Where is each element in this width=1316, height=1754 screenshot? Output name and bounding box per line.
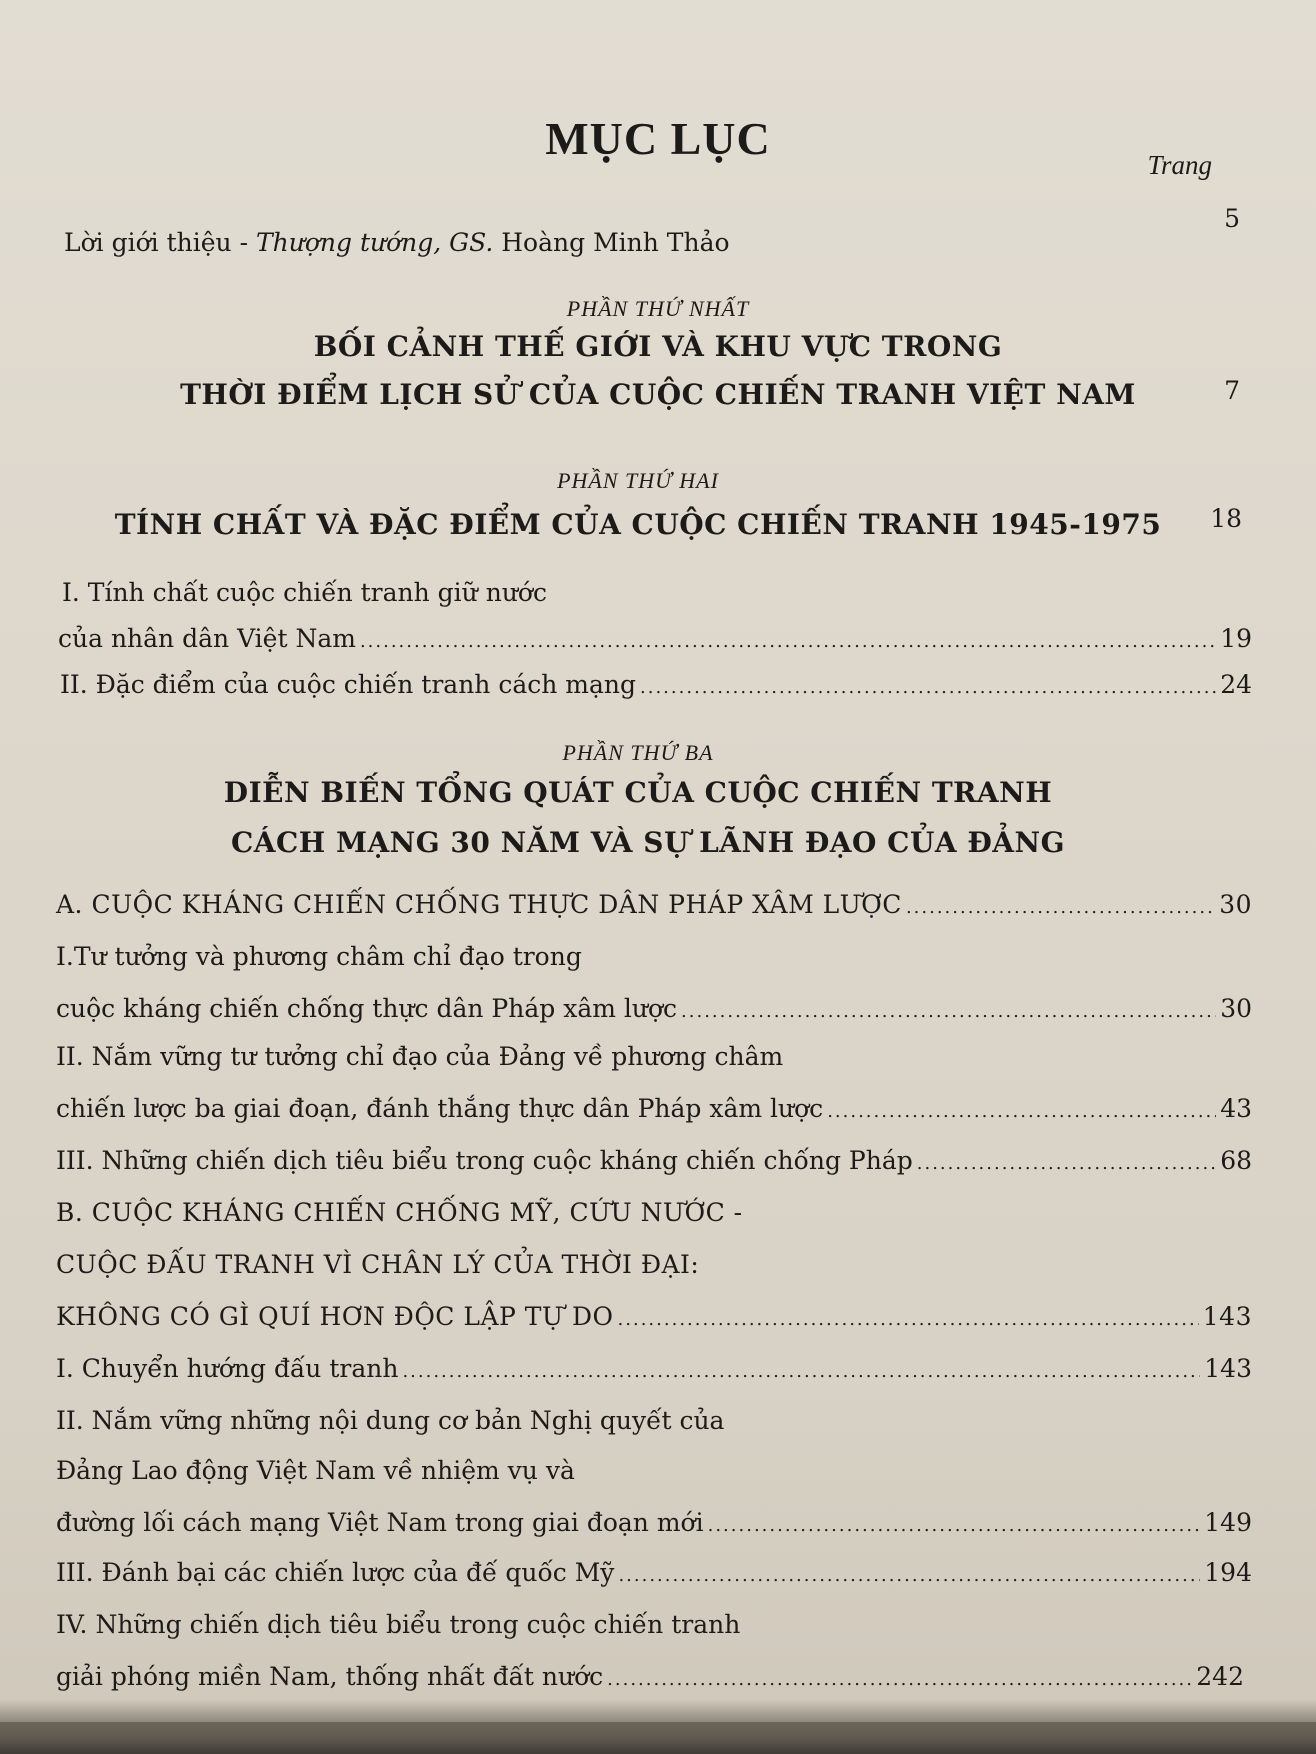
toc-entry <box>56 1662 1244 1691</box>
toc-entry-page: 68 <box>1220 1146 1252 1175</box>
part-1-page: 7 <box>1224 376 1240 405</box>
part-2-label: PHẦN THỨ HAI <box>557 468 719 493</box>
toc-entry <box>60 670 1252 699</box>
toc-entry-line: II. Nắm vững những nội dung cơ bản Nghị quyết của <box>56 1406 725 1435</box>
toc-entry-page: 43 <box>1220 1094 1252 1123</box>
toc-entry-line: Đảng Lao động Việt Nam về nhiệm vụ và <box>56 1456 575 1485</box>
toc-entry <box>56 1354 1252 1383</box>
leader-dots <box>827 1101 1216 1122</box>
leader-dots <box>640 677 1216 698</box>
toc-entry <box>56 1302 1252 1331</box>
part-1-label: PHẦN THỨ NHẤT <box>566 296 750 321</box>
toc-entry <box>56 994 1252 1023</box>
toc-entry-label: III. Những chiến dịch tiêu biểu trong cuộc kháng chiến chống Pháp <box>56 1146 913 1175</box>
toc-entry-line: I.Tư tưởng và phương châm chỉ đạo trong <box>56 942 582 971</box>
toc-entry <box>58 624 1252 653</box>
toc-entry-page: 149 <box>1204 1508 1252 1537</box>
toc-entry-page: 30 <box>1219 890 1252 919</box>
part-3-title-line-1: DIỄN BIẾN TỔNG QUÁT CỦA CUỘC CHIẾN TRANH <box>223 776 1053 809</box>
toc-entry <box>56 890 1252 919</box>
toc-entry-line: I. Tính chất cuộc chiến tranh giữ nước <box>62 578 547 607</box>
toc-entry-label: chiến lược ba giai đoạn, đánh thắng thực dân Pháp xâm lược <box>56 1094 824 1123</box>
part-3-title-line-2: CÁCH MẠNG 30 NĂM VÀ SỰ LÃNH ĐẠO CỦA ĐẢNG <box>230 826 1066 859</box>
toc-entry-label: A. CUỘC KHÁNG CHIẾN CHỐNG THỰC DÂN PHÁP XÂM LƯỢC <box>56 890 902 919</box>
leader-dots <box>618 1565 1200 1586</box>
toc-entry <box>56 1094 1252 1123</box>
toc-entry-page: 19 <box>1220 624 1252 653</box>
toc-entry-label: KHÔNG CÓ GÌ QUÍ HƠN ĐỘC LẬP TỰ DO <box>56 1302 614 1331</box>
toc-entry-line: CUỘC ĐẤU TRANH VÌ CHÂN LÝ CỦA THỜI ĐẠI: <box>56 1250 700 1279</box>
toc-entry-label: đường lối cách mạng Việt Nam trong giai đoạn mới <box>56 1508 704 1537</box>
intro-role: Thượng tướng, GS. <box>255 228 494 257</box>
part-1-title-line-2: THỜI ĐIỂM LỊCH SỬ CỦA CUỘC CHIẾN TRANH VIỆT NAM <box>180 378 1136 411</box>
page-column-label: Trang <box>1147 150 1212 180</box>
intro-entry <box>64 228 730 257</box>
toc-entry-label: II. Đặc điểm của cuộc chiến tranh cách mạng <box>60 670 637 699</box>
toc-entry-label: của nhân dân Việt Nam <box>58 624 356 653</box>
leader-dots <box>618 1309 1199 1330</box>
toc-entry-page: 242 <box>1196 1662 1244 1691</box>
toc-entry <box>56 1508 1252 1537</box>
leader-dots <box>681 1001 1216 1022</box>
leader-dots <box>360 631 1216 652</box>
toc-entry-page: 143 <box>1204 1354 1252 1383</box>
leader-dots <box>917 1153 1216 1174</box>
toc-entry-page: 30 <box>1220 994 1252 1023</box>
toc-entry-page: 143 <box>1202 1302 1252 1331</box>
toc-entry-label: III. Đánh bại các chiến lược của đế quốc Mỹ <box>56 1558 615 1587</box>
part-1-title-line-1: BỐI CẢNH THẾ GIỚI VÀ KHU VỰC TRONG <box>313 330 1003 363</box>
toc-entry-line: IV. Những chiến dịch tiêu biểu trong cuộc chiến tranh <box>56 1610 741 1639</box>
part-3-label: PHẦN THỨ BA <box>562 740 714 765</box>
page-edge-shadow <box>0 1700 1316 1754</box>
toc-entry-label: giải phóng miền Nam, thống nhất đất nước <box>56 1662 604 1691</box>
intro-name: Hoàng Minh Thảo <box>493 228 730 257</box>
toc-entry-line: B. CUỘC KHÁNG CHIẾN CHỐNG MỸ, CỨU NƯỚC - <box>56 1198 743 1227</box>
leader-dots <box>708 1515 1201 1536</box>
toc-entry-page: 194 <box>1204 1558 1252 1587</box>
leader-dots <box>906 897 1215 918</box>
intro-prefix: Lời giới thiệu - <box>64 228 256 257</box>
toc-entry <box>56 1558 1252 1587</box>
toc-entry-page: 24 <box>1220 670 1252 699</box>
toc-entry <box>56 1146 1252 1175</box>
leader-dots <box>402 1361 1200 1382</box>
toc-entry-label: I. Chuyển hướng đấu tranh <box>56 1354 399 1383</box>
part-2-page: 18 <box>1210 504 1242 533</box>
toc-entry-label: cuộc kháng chiến chống thực dân Pháp xâm lược <box>56 994 678 1023</box>
part-2-title-line-1: TÍNH CHẤT VÀ ĐẶC ĐIỂM CỦA CUỘC CHIẾN TRANH 1945-1975 <box>114 508 1162 541</box>
toc-entry-line: II. Nắm vững tư tưởng chỉ đạo của Đảng về phương châm <box>56 1042 784 1071</box>
page-title: MỤC LỤC <box>545 113 771 164</box>
intro-page: 5 <box>1224 204 1240 233</box>
leader-dots <box>607 1669 1192 1690</box>
